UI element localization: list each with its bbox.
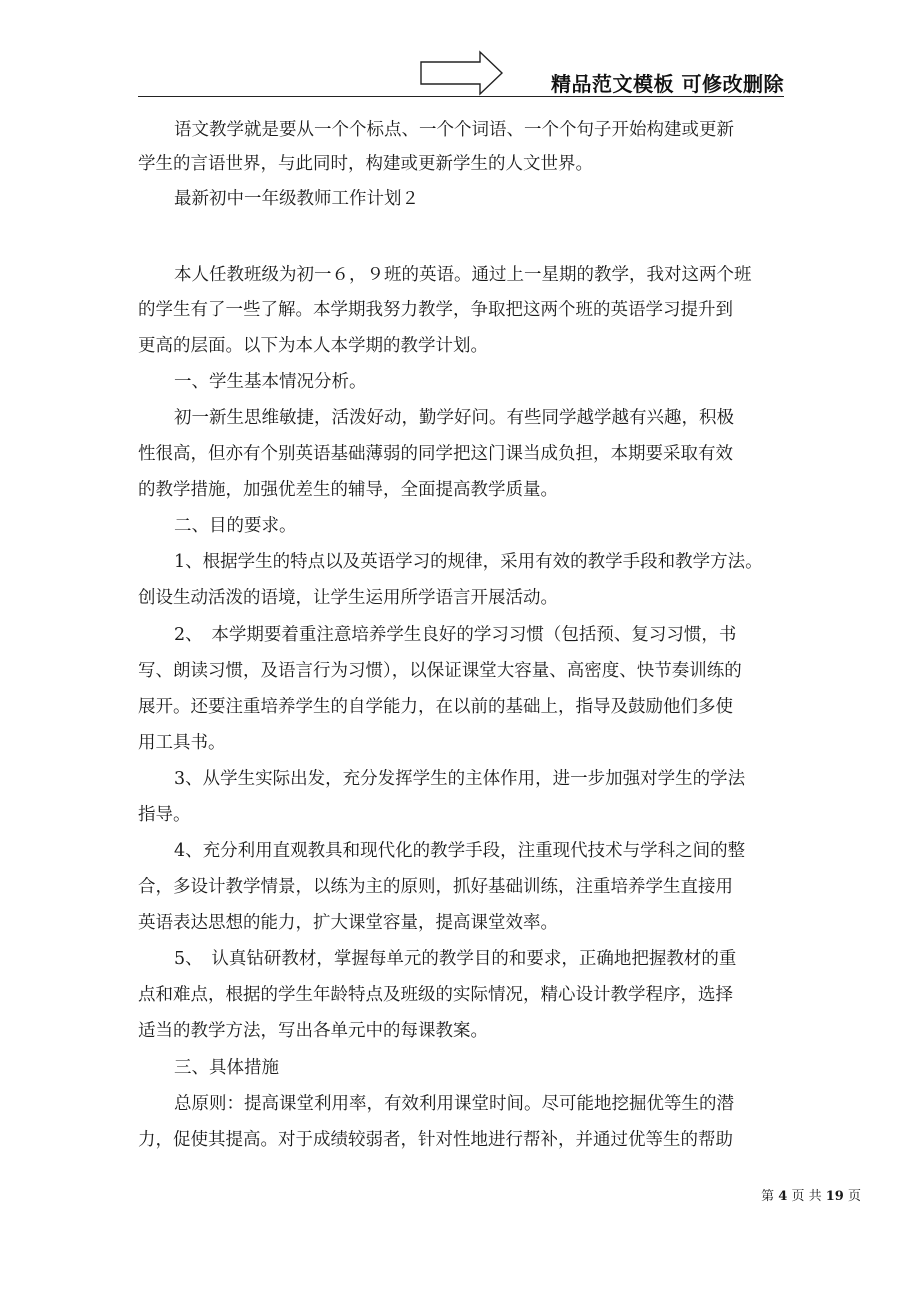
text-line: 1、根据学生的特点以及英语学习的规律，采用有效的教学手段和教学方法。 [174, 552, 763, 572]
text-line: 展开。还要注重培养学生的自学能力，在以前的基础上，指导及鼓励他们多使 [138, 697, 733, 717]
page-number-middle: 页 共 [791, 1189, 822, 1204]
text-line: 创设生动活泼的语境，让学生运用所学语言开展活动。 [138, 588, 558, 608]
header-rule [138, 96, 784, 97]
page-number-prefix: 第 [761, 1189, 775, 1204]
header-title: 精品范文模板 可修改删除 [551, 72, 784, 96]
right-arrow-outline-icon [420, 50, 504, 96]
text-line: 合，多设计教学情景，以练为主的原则，抓好基础训练，注重培养学生直接用 [138, 877, 733, 897]
current-page: 4 [778, 1189, 788, 1204]
text-line: 2、 本学期要着重注意培养学生良好的学习习惯（包括预、复习习惯，书 [174, 625, 737, 645]
text-line: 4、充分利用直观教具和现代化的教学手段，注重现代技术与学科之间的整 [174, 841, 746, 861]
total-pages: 19 [825, 1189, 844, 1204]
text-line: 的教学措施，加强优差生的辅导，全面提高教学质量。 [138, 480, 558, 500]
section-heading: 三、具体措施 [174, 1058, 279, 1078]
text-line: 本人任教班级为初一６，９班的英语。通过上一星期的教学，我对这两个班 [174, 265, 752, 285]
page-header [138, 50, 784, 98]
text-line: 学生的言语世界，与此同时，构建或更新学生的人文世界。 [138, 154, 593, 174]
text-line: 用工具书。 [138, 733, 226, 753]
text-line: 英语表达思想的能力，扩大课堂容量，提高课堂效率。 [138, 913, 558, 933]
section-title: 最新初中一年级教师工作计划２ [174, 189, 419, 209]
text-line: 适当的教学方法，写出各单元中的每课教案。 [138, 1021, 488, 1041]
text-line: 初一新生思维敏捷，活泼好动，勤学好问。有些同学越学越有兴趣，积极 [174, 408, 734, 428]
text-line: 语文教学就是要从一个个标点、一个个词语、一个个句子开始构建或更新 [174, 120, 734, 140]
section-heading: 一、学生基本情况分析。 [174, 372, 367, 392]
text-line: 的学生有了一些了解。本学期我努力教学，争取把这两个班的英语学习提升到 [138, 300, 733, 320]
text-line: 性很高，但亦有个别英语基础薄弱的同学把这门课当成负担，本期要采取有效 [138, 444, 733, 464]
text-line: 力，促使其提高。对于成绩较弱者，针对性地进行帮补，并通过优等生的帮助 [138, 1130, 733, 1150]
text-line: 点和难点，根据的学生年龄特点及班级的实际情况，精心设计教学程序，选择 [138, 985, 733, 1005]
page-number [761, 1185, 861, 1204]
text-line: 3、从学生实际出发，充分发挥学生的主体作用，进一步加强对学生的学法 [174, 769, 746, 789]
text-line: 总原则：提高课堂利用率，有效利用课堂时间。尽可能地挖掘优等生的潜 [174, 1094, 734, 1114]
text-line: 写、朗读习惯，及语言行为习惯），以保证课堂大容量、高密度、快节奏训练的 [138, 661, 742, 681]
text-line: 5、 认真钻研教材，掌握每单元的教学目的和要求，正确地把握教材的重 [174, 949, 737, 969]
section-heading: 二、目的要求。 [174, 516, 297, 536]
text-line: 指导。 [138, 805, 191, 825]
page-number-suffix: 页 [847, 1189, 861, 1204]
text-line: 更高的层面。以下为本人本学期的教学计划。 [138, 336, 488, 356]
